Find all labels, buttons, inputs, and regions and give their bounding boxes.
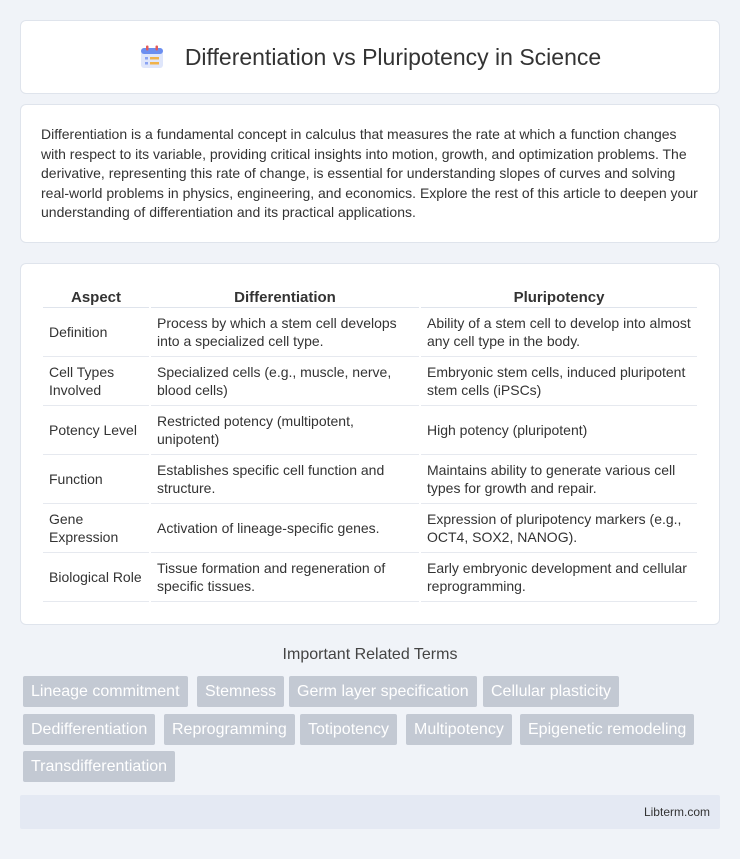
table-row — [43, 553, 697, 602]
related-tag[interactable]: Stemness — [197, 676, 284, 707]
cell-pluripotency: Embryonic stem cells, induced pluripotent stem cells (iPSCs) — [421, 357, 697, 406]
intro-text: Differentiation is a fundamental concept in calculus that measures the rate at which a function changes with respect to its variable, providing critical insights into motion, growth, and optimization problems. The derivative, representing this rate of change, is essential for understanding slopes of curves and solving real-world problems in physics, engineering, and economics. Explore the rest of this article to deepen your understanding of differentiation and its practical applications. — [41, 126, 698, 221]
table-row — [43, 455, 697, 504]
related-tag[interactable]: Transdifferentiation — [23, 751, 175, 782]
cell-aspect: Potency Level — [43, 406, 149, 455]
cell-pluripotency: Ability of a stem cell to develop into almost any cell type in the body. — [421, 308, 697, 357]
table-row — [43, 308, 697, 357]
comparison-table — [41, 284, 699, 602]
header-pluripotency: Pluripotency — [421, 284, 697, 308]
related-tag[interactable]: Totipotency — [300, 714, 397, 745]
footer — [20, 795, 720, 829]
calendar-list-icon — [139, 44, 165, 70]
cell-pluripotency: Expression of pluripotency markers (e.g., OCT4, SOX2, NANOG). — [421, 504, 697, 553]
cell-pluripotency: Maintains ability to generate various cell types for growth and repair. — [421, 455, 697, 504]
cell-differentiation: Tissue formation and regeneration of specific tissues. — [151, 553, 419, 602]
cell-differentiation: Specialized cells (e.g., muscle, nerve, blood cells) — [151, 357, 419, 406]
cell-aspect: Biological Role — [43, 553, 149, 602]
cell-differentiation: Activation of lineage-specific genes. — [151, 504, 419, 553]
related-tag[interactable]: Cellular plasticity — [483, 676, 619, 707]
related-tag[interactable]: Multipotency — [406, 714, 512, 745]
related-tag[interactable]: Dedifferentiation — [23, 714, 155, 745]
cell-pluripotency: Early embryonic development and cellular reprogramming. — [421, 553, 697, 602]
related-tag[interactable]: Lineage commitment — [23, 676, 188, 707]
table-row — [43, 504, 697, 553]
comparison-card — [20, 263, 720, 625]
related-tag[interactable]: Epigenetic remodeling — [520, 714, 694, 745]
cell-aspect: Function — [43, 455, 149, 504]
related-tag[interactable]: Reprogramming — [164, 714, 295, 745]
table-row — [43, 357, 697, 406]
related-terms-title: Important Related Terms — [282, 646, 458, 663]
cell-aspect: Gene Expression — [43, 504, 149, 553]
related-tag[interactable]: Germ layer specification — [289, 676, 477, 707]
table-row — [43, 406, 697, 455]
intro-card — [20, 104, 720, 243]
table-header-row — [43, 284, 697, 308]
header-differentiation: Differentiation — [151, 284, 419, 308]
page-title: Differentiation vs Pluripotency in Science — [184, 43, 602, 70]
page-header — [20, 20, 720, 94]
cell-differentiation: Establishes specific cell function and structure. — [151, 455, 419, 504]
cell-differentiation: Process by which a stem cell develops into a specialized cell type. — [151, 308, 419, 357]
cell-aspect: Definition — [43, 308, 149, 357]
cell-pluripotency: High potency (pluripotent) — [421, 406, 697, 455]
cell-aspect: Cell Types Involved — [43, 357, 149, 406]
cell-differentiation: Restricted potency (multipotent, unipotent) — [151, 406, 419, 455]
footer-site[interactable]: Libterm.com — [643, 805, 710, 819]
header-aspect: Aspect — [43, 284, 149, 308]
